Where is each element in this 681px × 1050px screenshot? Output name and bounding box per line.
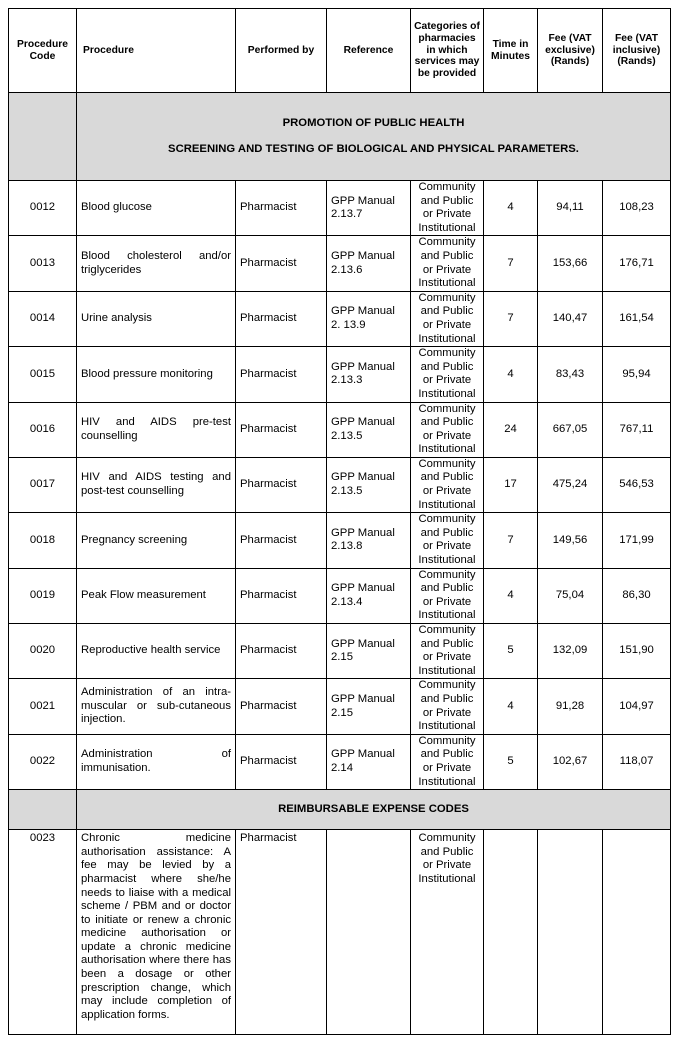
reference: GPP Manual 2.13.7 — [327, 181, 411, 236]
fee-exclusive: 83,43 — [538, 347, 603, 402]
section-title-cell — [77, 93, 671, 181]
performed-by: Pharmacist — [236, 513, 327, 568]
category-line: and Public — [420, 526, 474, 539]
procedure-code: 0021 — [9, 679, 77, 734]
category-line: Community — [418, 624, 476, 636]
procedure-code: 0020 — [9, 624, 77, 679]
time-minutes: 7 — [484, 291, 538, 346]
procedure-name: Urine analysis — [77, 291, 236, 346]
time-minutes: 4 — [484, 568, 538, 623]
category-line: or Private — [422, 318, 472, 331]
fee-inclusive: 108,23 — [603, 181, 671, 236]
time-minutes: 5 — [484, 624, 538, 679]
category-line: Institutional — [418, 387, 476, 400]
table-row — [9, 624, 671, 679]
table-row — [9, 347, 671, 402]
fee-exclusive: 667,05 — [538, 402, 603, 457]
category-line: and Public — [420, 305, 474, 318]
fee-inclusive: 104,97 — [603, 679, 671, 734]
reference: GPP Manual 2.13.3 — [327, 347, 411, 402]
procedure-code: 0015 — [9, 347, 77, 402]
fee-exclusive — [538, 830, 603, 1035]
pharmacy-categories — [411, 236, 484, 291]
procedure-name: Administration of an intra-muscular or sub-cutaneous injection. — [77, 679, 236, 734]
performed-by: Pharmacist — [236, 679, 327, 734]
fee-inclusive: 95,94 — [603, 347, 671, 402]
procedure-code: 0014 — [9, 291, 77, 346]
header-procedure-code: Procedure Code — [9, 9, 77, 93]
reference: GPP Manual 2.13.5 — [327, 402, 411, 457]
reference: GPP Manual 2. 13.9 — [327, 291, 411, 346]
category-line: Institutional — [418, 609, 476, 622]
pharmacy-categories — [411, 624, 484, 679]
category-line: or Private — [422, 485, 472, 498]
fee-exclusive: 102,67 — [538, 734, 603, 789]
reference: GPP Manual 2.13.8 — [327, 513, 411, 568]
category-line: or Private — [422, 374, 472, 387]
category-line: or Private — [422, 761, 472, 774]
category-line: or Private — [422, 651, 472, 664]
category-line: and Public — [420, 692, 474, 705]
procedure-name: Reproductive health service — [77, 624, 236, 679]
section-row-reimbursable — [9, 790, 671, 830]
category-line: or Private — [422, 859, 472, 872]
procedure-code: 0012 — [9, 181, 77, 236]
category-line: Community — [418, 679, 476, 692]
table-row — [9, 513, 671, 568]
header-categories: Categories of pharmacies in which services may be provided — [411, 9, 484, 93]
procedure-name: Blood glucose — [77, 181, 236, 236]
header-time: Time in Minutes — [484, 9, 538, 93]
header-procedure: Procedure — [77, 9, 236, 93]
reference: GPP Manual 2.13.5 — [327, 457, 411, 512]
category-line: Institutional — [418, 872, 476, 885]
pharmacy-categories — [411, 734, 484, 789]
category-line: and Public — [420, 637, 474, 650]
reference: GPP Manual 2.15 — [327, 624, 411, 679]
time-minutes: 7 — [484, 236, 538, 291]
time-minutes — [484, 830, 538, 1035]
reference: GPP Manual 2.13.4 — [327, 568, 411, 623]
category-line: Institutional — [418, 277, 476, 290]
category-line: Community — [418, 513, 476, 526]
fee-inclusive: 118,07 — [603, 734, 671, 789]
fee-schedule-document — [8, 8, 670, 1035]
category-line: Community — [418, 181, 476, 193]
table-row — [9, 402, 671, 457]
procedure-name: HIV and AIDS pre-test counselling — [77, 402, 236, 457]
category-line: or Private — [422, 540, 472, 553]
fee-inclusive: 767,11 — [603, 402, 671, 457]
category-line: and Public — [420, 360, 474, 373]
procedure-name: Pregnancy screening — [77, 513, 236, 568]
table-row — [9, 679, 671, 734]
procedure-code: 0016 — [9, 402, 77, 457]
pharmacy-categories — [411, 830, 484, 1035]
category-line: Institutional — [418, 554, 476, 567]
table-row — [9, 734, 671, 789]
procedure-name: Chronic medicine authorisation assistance: A fee may be levied by a pharmacist where she/he needs to liaise with a medical scheme / PBM and or doctor to initiate or renew a chronic medicine authorisation or update a chronic medicine authorisation where there has been a dosage or other prescription change, which may include completion of application forms. — [77, 830, 236, 1035]
category-line: and Public — [420, 249, 474, 262]
header-fee-inclusive: Fee (VAT inclusive) (Rands) — [603, 9, 671, 93]
reference: GPP Manual 2.14 — [327, 734, 411, 789]
category-line: and Public — [420, 471, 474, 484]
performed-by: Pharmacist — [236, 624, 327, 679]
table-row — [9, 181, 671, 236]
section-empty-cell — [9, 93, 77, 181]
category-line: Institutional — [418, 332, 476, 345]
procedure-name: HIV and AIDS testing and post-test counselling — [77, 457, 236, 512]
category-line: Community — [418, 457, 476, 470]
fee-exclusive: 149,56 — [538, 513, 603, 568]
performed-by: Pharmacist — [236, 734, 327, 789]
fee-exclusive: 75,04 — [538, 568, 603, 623]
table-row — [9, 568, 671, 623]
table-row — [9, 457, 671, 512]
category-line: Community — [418, 734, 476, 747]
category-line: and Public — [420, 194, 474, 207]
time-minutes: 24 — [484, 402, 538, 457]
performed-by: Pharmacist — [236, 181, 327, 236]
category-line: Institutional — [418, 664, 476, 677]
performed-by: Pharmacist — [236, 568, 327, 623]
table-row — [9, 291, 671, 346]
table-header-row — [9, 9, 671, 93]
fee-exclusive: 153,66 — [538, 236, 603, 291]
section-title-primary: PROMOTION OF PUBLIC HEALTH — [282, 117, 465, 129]
procedure-code: 0017 — [9, 457, 77, 512]
pharmacy-categories — [411, 457, 484, 512]
category-line: Community — [418, 236, 476, 249]
category-line: Institutional — [418, 720, 476, 733]
reference — [327, 830, 411, 1035]
pharmacy-categories — [411, 568, 484, 623]
category-line: or Private — [422, 595, 472, 608]
performed-by: Pharmacist — [236, 347, 327, 402]
category-line: or Private — [422, 429, 472, 442]
procedure-code: 0023 — [9, 830, 77, 1035]
time-minutes: 7 — [484, 513, 538, 568]
fee-inclusive: 176,71 — [603, 236, 671, 291]
fee-inclusive: 161,54 — [603, 291, 671, 346]
table-row — [9, 236, 671, 291]
time-minutes: 4 — [484, 181, 538, 236]
category-line: Institutional — [418, 221, 476, 234]
fee-inclusive: 86,30 — [603, 568, 671, 623]
category-line: Community — [418, 832, 476, 845]
procedure-name: Blood pressure monitoring — [77, 347, 236, 402]
procedure-code: 0013 — [9, 236, 77, 291]
section-title-reimbursable: REIMBURSABLE EXPENSE CODES — [77, 790, 671, 830]
procedure-code: 0018 — [9, 513, 77, 568]
procedure-name: Peak Flow measurement — [77, 568, 236, 623]
pharmacy-categories — [411, 679, 484, 734]
category-line: and Public — [420, 416, 474, 429]
time-minutes: 4 — [484, 679, 538, 734]
fee-inclusive: 546,53 — [603, 457, 671, 512]
pharmacy-categories — [411, 347, 484, 402]
performed-by: Pharmacist — [236, 830, 327, 1035]
time-minutes: 5 — [484, 734, 538, 789]
header-performed-by: Performed by — [236, 9, 327, 93]
table-row — [9, 830, 671, 1035]
fee-exclusive: 132,09 — [538, 624, 603, 679]
procedure-name: Blood cholesterol and/or triglycerides — [77, 236, 236, 291]
performed-by: Pharmacist — [236, 402, 327, 457]
section-empty-cell — [9, 790, 77, 830]
category-line: and Public — [420, 582, 474, 595]
reference: GPP Manual 2.15 — [327, 679, 411, 734]
performed-by: Pharmacist — [236, 457, 327, 512]
fee-exclusive: 475,24 — [538, 457, 603, 512]
category-line: Institutional — [418, 775, 476, 788]
category-line: Community — [418, 291, 476, 304]
fee-inclusive: 171,99 — [603, 513, 671, 568]
header-fee-exclusive: Fee (VAT exclusive) (Rands) — [538, 9, 603, 93]
category-line: Institutional — [418, 498, 476, 511]
category-line: and Public — [420, 845, 474, 858]
procedure-fee-table — [8, 8, 671, 1035]
pharmacy-categories — [411, 513, 484, 568]
pharmacy-categories — [411, 181, 484, 236]
performed-by: Pharmacist — [236, 291, 327, 346]
section-title-secondary: SCREENING AND TESTING OF BIOLOGICAL AND PHYSICAL PARAMETERS. — [168, 143, 579, 155]
performed-by: Pharmacist — [236, 236, 327, 291]
fee-inclusive — [603, 830, 671, 1035]
category-line: Institutional — [418, 443, 476, 456]
category-line: or Private — [422, 706, 472, 719]
time-minutes: 17 — [484, 457, 538, 512]
section-row-public-health — [9, 93, 671, 181]
header-reference: Reference — [327, 9, 411, 93]
time-minutes: 4 — [484, 347, 538, 402]
procedure-code: 0022 — [9, 734, 77, 789]
category-line: Community — [418, 568, 476, 581]
pharmacy-categories — [411, 291, 484, 346]
category-line: or Private — [422, 208, 472, 221]
category-line: or Private — [422, 263, 472, 276]
procedure-code: 0019 — [9, 568, 77, 623]
category-line: Community — [418, 402, 476, 415]
fee-exclusive: 94,11 — [538, 181, 603, 236]
fee-exclusive: 91,28 — [538, 679, 603, 734]
procedure-name: Administration of immunisation. — [77, 734, 236, 789]
pharmacy-categories — [411, 402, 484, 457]
category-line: and Public — [420, 748, 474, 761]
fee-exclusive: 140,47 — [538, 291, 603, 346]
reference: GPP Manual 2.13.6 — [327, 236, 411, 291]
category-line: Community — [418, 347, 476, 360]
fee-inclusive: 151,90 — [603, 624, 671, 679]
